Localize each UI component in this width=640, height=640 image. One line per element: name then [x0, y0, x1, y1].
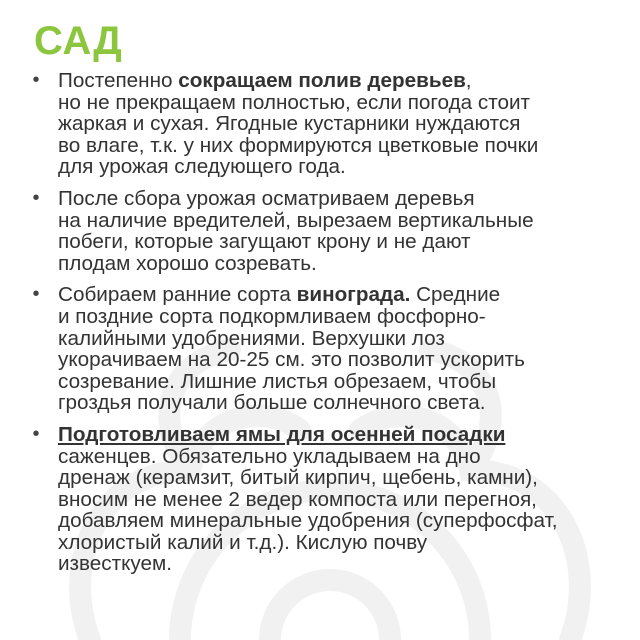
text-line: [58, 70, 631, 92]
text-line: [58, 424, 631, 446]
text-line: [58, 92, 631, 114]
text-line: [58, 188, 631, 210]
text-line: [58, 446, 631, 468]
text-segment: вносим не менее 2 ведер компоста или перегноя,: [58, 487, 537, 511]
bullet-list: [29, 70, 631, 585]
text-segment: Постепенно: [58, 69, 179, 92]
text-segment: ,: [465, 69, 472, 92]
bullet-dot-icon: •: [32, 186, 40, 209]
text-line: [58, 349, 631, 371]
text-segment: добавляем минеральные удобрения (суперфосфат,: [58, 509, 558, 533]
text-line: [58, 328, 631, 350]
text-segment: но не прекращаем полностью, если погода стоит: [58, 90, 531, 114]
bold-text: сокращаем полив деревьев: [178, 69, 466, 92]
text-line: [58, 392, 631, 414]
text-segment: калийными удобрениями. Верхушки лоз: [58, 326, 445, 350]
text-line: [58, 532, 631, 554]
text-line: [58, 135, 631, 157]
text-segment: известкуем.: [58, 552, 172, 576]
text-segment: саженцев. Обязательно укладываем на дно: [58, 444, 481, 468]
text-segment: на наличие вредителей, вырезаем вертикальные: [58, 208, 534, 232]
text-line: [58, 113, 631, 135]
text-segment: жаркая и сухая. Ягодные кустарники нуждаются: [58, 112, 521, 136]
text-line: [58, 467, 631, 489]
text-line: [58, 210, 631, 232]
bullet-dot-icon: •: [32, 422, 40, 445]
text-line: [58, 489, 631, 511]
bullet-item: [29, 188, 631, 274]
text-line: [58, 284, 631, 306]
bullet-dot-icon: •: [32, 69, 40, 91]
bullet-dot-icon: •: [32, 283, 40, 306]
bullet-item: [29, 284, 631, 414]
text-line: [58, 306, 631, 328]
text-segment: созревание. Лишние листья обрезаем, чтобы: [58, 369, 497, 393]
bold-text: Подготовливаем ямы для осенней посадки: [58, 422, 506, 446]
bullet-item: [29, 424, 631, 575]
text-segment: После сбора урожая осматриваем деревья: [58, 186, 475, 210]
text-segment: во влаге, т.к. у них формируются цветковые почки: [58, 133, 539, 157]
text-line: [58, 156, 631, 178]
page-title: САД: [34, 19, 123, 63]
text-line: [58, 553, 631, 575]
text-segment: побеги, которые загущают крону и не дают: [58, 230, 471, 254]
text-segment: дренаж (керамзит, битый кирпич, щебень, камни),: [58, 466, 538, 490]
text-segment: для урожая следующего года.: [58, 155, 346, 179]
bullet-item: [29, 70, 631, 178]
text-segment: и поздние сорта подкормливаем фосфорно-: [58, 304, 486, 328]
text-line: [58, 253, 631, 275]
text-segment: гроздья получали больше солнечного света.: [58, 391, 486, 415]
bold-text: винограда.: [296, 283, 411, 307]
text-segment: хлористый калий и т.д.). Кислую почву: [58, 530, 428, 554]
text-segment: Средние: [410, 283, 501, 307]
text-line: [58, 231, 631, 253]
text-line: [58, 510, 631, 532]
text-line: [58, 371, 631, 393]
text-segment: плодам хорошо созревать.: [58, 251, 317, 275]
text-segment: Собираем ранние сорта: [58, 283, 297, 307]
text-segment: укорачиваем на 20-25 см. это позволит ускорить: [58, 348, 525, 372]
